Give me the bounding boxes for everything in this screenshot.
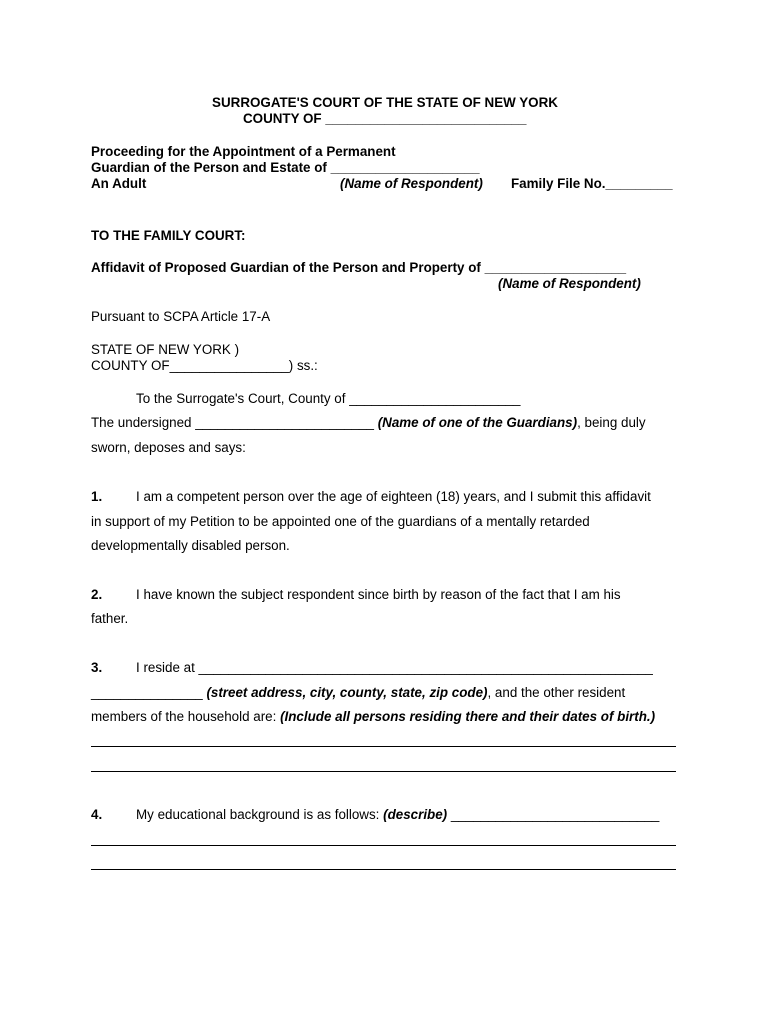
education-blank-line-1 [91, 845, 676, 846]
court-title: SURROGATE'S COURT OF THE STATE OF NEW YORK [212, 95, 558, 110]
paragraph-3-line-3: members of the household are: (Include all persons residing there and their dates of birth.) [91, 709, 656, 724]
paragraph-3-line-1: I reside at _____________________________________________________________ [136, 660, 653, 675]
paragraph-2-number: 2. [91, 587, 103, 602]
paragraph-1-number: 1. [91, 489, 103, 504]
paragraph-3-number: 3. [91, 660, 103, 675]
paragraph-2-line-2: father. [91, 611, 129, 626]
proceeding-line-1: Proceeding for the Appointment of a Permanent [91, 144, 396, 159]
paragraph-4-line-1: My educational background is as follows: (describe) ____________________________ [136, 807, 660, 822]
household-instruction: (Include all persons residing there and their dates of birth.) [280, 709, 656, 724]
family-file-number: Family File No._________ [511, 176, 673, 191]
proceeding-line-2: Guardian of the Person and Estate of ____________________ [91, 160, 480, 175]
affidavit-respondent-label: (Name of Respondent) [498, 276, 641, 291]
household-blank-line-2 [91, 771, 676, 772]
address-format-label: (street address, city, county, state, zip code) [206, 685, 488, 700]
venue-county: COUNTY OF________________) ss.: [91, 358, 318, 373]
affidavit-title: Affidavit of Proposed Guardian of the Person and Property of ___________________ [91, 260, 627, 275]
describe-label: (describe) [383, 807, 448, 822]
proceeding-an-adult: An Adult [91, 176, 147, 191]
paragraph-3-line-2: _______________ (street address, city, county, state, zip code), and the other resident [91, 685, 626, 700]
paragraph-1-line-1: I am a competent person over the age of eighteen (18) years, and I submit this affidavit [136, 489, 651, 504]
to-family-court: TO THE FAMILY COURT: [91, 228, 246, 243]
paragraph-2-line-1: I have known the subject respondent since birth by reason of the fact that I am his [136, 587, 621, 602]
respondent-name-label: (Name of Respondent) [340, 176, 483, 191]
intro-undersigned: The undersigned ________________________ (Name of one of the Guardians), being duly [91, 415, 646, 430]
paragraph-1-line-2: in support of my Petition to be appointed one of the guardians of a mentally retarded [91, 514, 590, 529]
venue-state: STATE OF NEW YORK ) [91, 342, 240, 357]
court-county: COUNTY OF ___________________________ [243, 111, 527, 126]
intro-surrogate-court: To the Surrogate's Court, County of _______________________ [136, 391, 521, 406]
guardian-name-label: (Name of one of the Guardians) [377, 415, 578, 430]
education-blank-line-2 [91, 869, 676, 870]
intro-sworn: sworn, deposes and says: [91, 440, 246, 455]
paragraph-1-line-3: developmentally disabled person. [91, 538, 290, 553]
pursuant-line: Pursuant to SCPA Article 17-A [91, 309, 271, 324]
paragraph-4-number: 4. [91, 807, 103, 822]
household-blank-line-1 [91, 746, 676, 747]
